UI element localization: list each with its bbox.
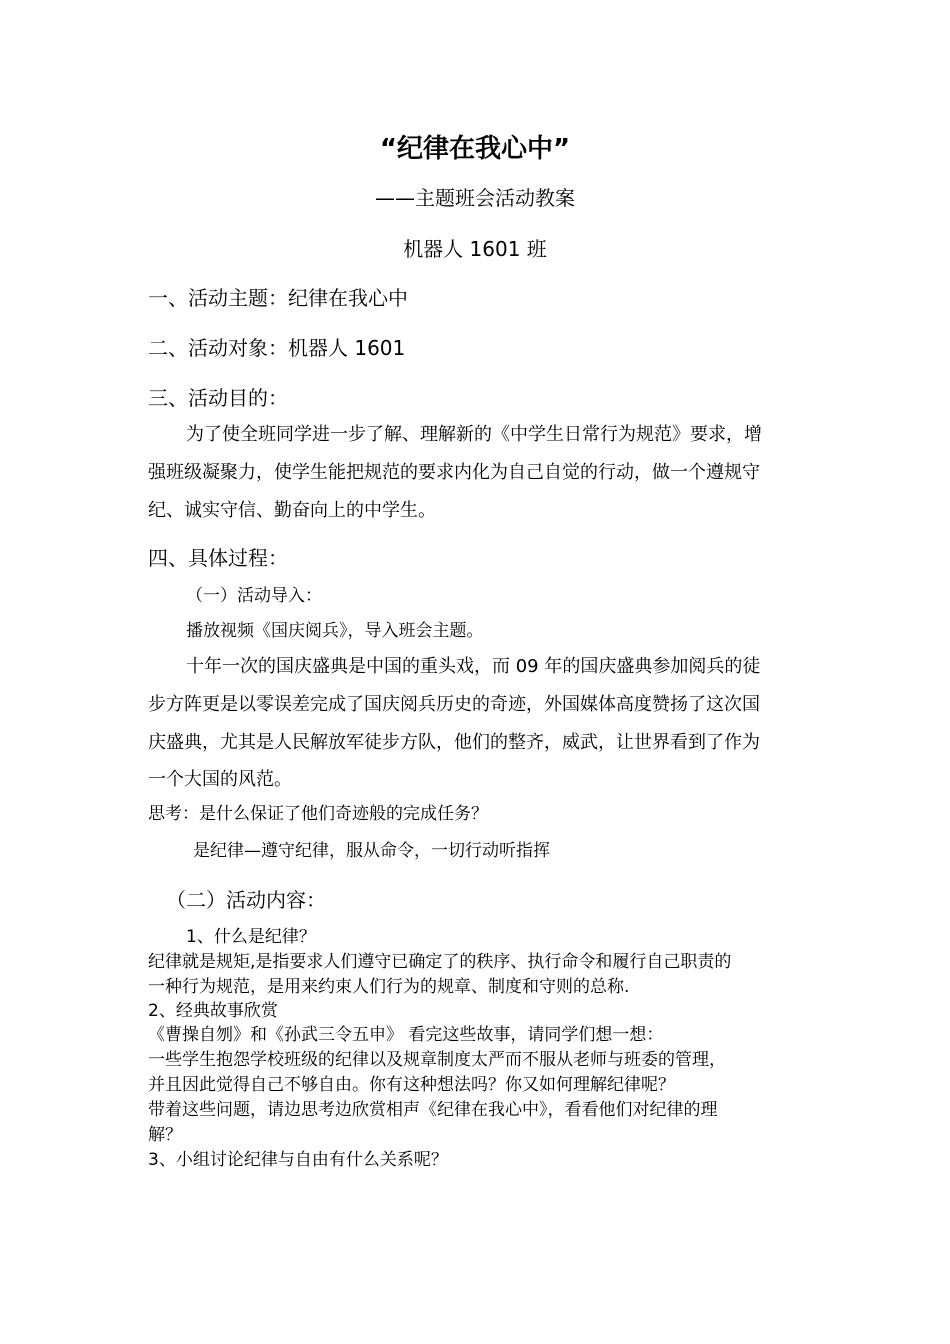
paragraph-line: 十年一次的国庆盛典是中国的重头戏，而 09 年的国庆盛典参加阅兵的徒 [186, 656, 761, 677]
paragraph-line: 解？ [148, 1125, 182, 1145]
section-heading-2: 二、活动对象：机器人 1601 [148, 336, 406, 360]
question-2: 2、经典故事欣赏 [148, 1001, 278, 1021]
paragraph-line: 一个大国的风范。 [148, 769, 292, 790]
question-3: 3、小组讨论纪律与自由有什么关系呢？ [148, 1150, 448, 1170]
section-heading-3: 三、活动目的： [148, 386, 288, 410]
paragraph-line: 纪律就是规矩,是指要求人们遵守已确定了的秩序、执行命令和履行自己职责的 [148, 952, 732, 972]
document-title: “纪律在我心中” [379, 134, 571, 164]
think-question: 思考：是什么保证了他们奇迹般的完成任务？ [148, 804, 488, 824]
paragraph-line: 一种行为规范，是用来约束人们行为的规章、制度和守则的总称. [148, 977, 630, 997]
subsection-heading-2: （二）活动内容： [166, 888, 326, 912]
paragraph-line: 《曹操自刎》和《孙武三令五申》 看完这些故事，请同学们想一想： [148, 1025, 664, 1045]
section-heading-1: 一、活动主题：纪律在我心中 [148, 286, 408, 310]
paragraph-line: 并且因此觉得自己不够自由。你有这种想法吗？你又如何理解纪律呢？ [148, 1075, 675, 1095]
section-heading-4: 四、具体过程： [148, 546, 288, 570]
paragraph-line: 强班级凝聚力，使学生能把规范的要求内化为自己自觉的行动，做一个遵规守 [148, 462, 760, 483]
paragraph-line: 为了使全班同学进一步了解、理解新的《中学生日常行为规范》要求，增 [186, 424, 762, 445]
think-answer: 是纪律—遵守纪律，服从命令，一切行动听指挥 [193, 841, 550, 861]
paragraph-line: 带着这些问题，请边思考边欣赏相声《纪律在我心中》，看看他们对纪律的理 [148, 1100, 718, 1120]
class-line: 机器人 1601 班 [403, 237, 547, 261]
subsection-heading-1: （一）活动导入： [186, 586, 322, 606]
paragraph-line: 庆盛典，尤其是人民解放军徒步方队，他们的整齐，威武，让世界看到了作为 [148, 732, 760, 753]
document-subtitle: ——主题班会活动教案 [375, 186, 575, 210]
question-1: 1、什么是纪律？ [186, 927, 316, 947]
paragraph-line: 一些学生抱怨学校班级的纪律以及规章制度太严而不服从老师与班委的管理， [148, 1050, 726, 1070]
paragraph-line: 步方阵更是以零误差完成了国庆阅兵历史的奇迹，外国媒体高度赞扬了这次国 [148, 694, 760, 715]
paragraph-line: 纪、诚实守信、勤奋向上的中学生。 [148, 500, 436, 521]
paragraph-line: 播放视频《国庆阅兵》，导入班会主题。 [186, 621, 484, 641]
